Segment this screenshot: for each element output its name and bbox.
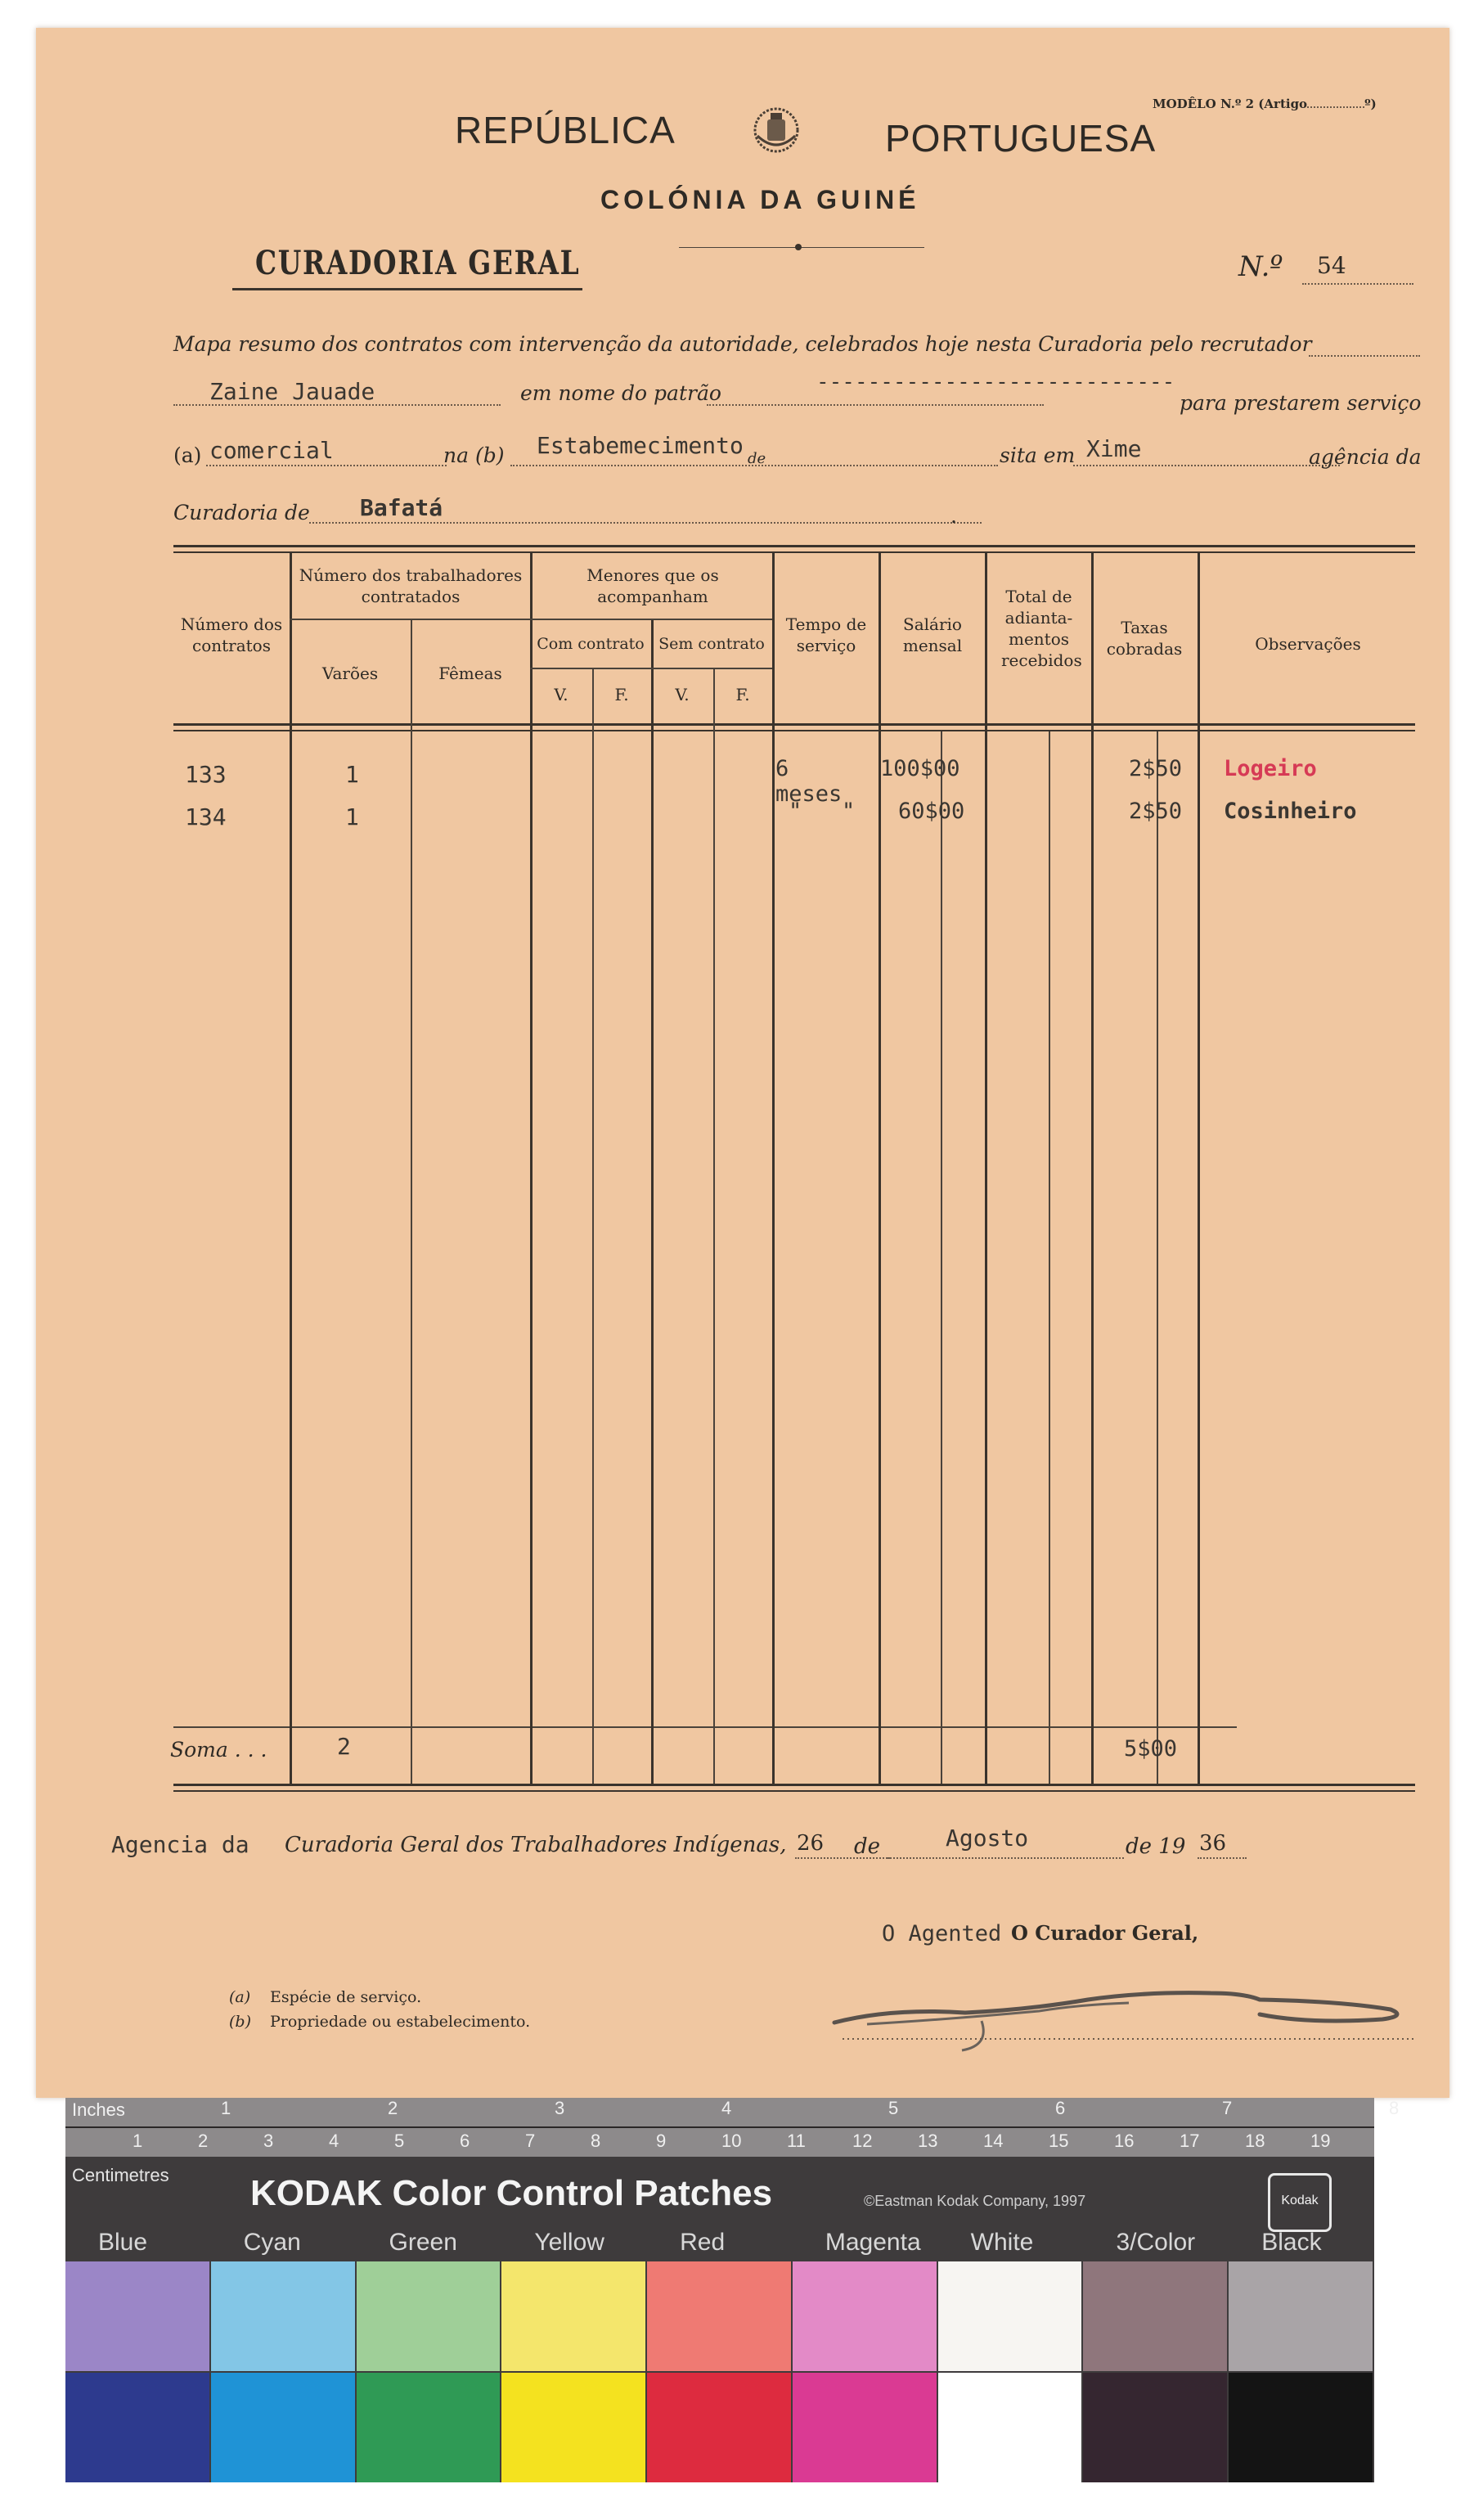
inch-tick: 1	[221, 2098, 231, 2118]
kodak-logo-icon: Kodak	[1268, 2173, 1332, 2232]
header-notes: Observações	[1255, 634, 1361, 654]
table-top-rule	[173, 545, 1415, 547]
color-patch-bottom	[357, 2373, 501, 2482]
color-patch-top	[1083, 2261, 1227, 2371]
intro-line1: Mapa resumo dos contratos com intervenção da autoridade, celebrados hoje nesta Curadoria pelo recrutador	[173, 332, 1312, 356]
patch-label: Magenta	[825, 2229, 921, 2256]
date-day: 26	[797, 1831, 825, 1856]
cm-tick: 9	[656, 2131, 667, 2151]
recruiter-value: Zaine Jauade	[209, 378, 375, 405]
header-salary: Salário mensal	[902, 614, 963, 655]
cm-tick: 1	[133, 2131, 143, 2151]
color-patch-top	[938, 2261, 1082, 2371]
cm-tick: 19	[1310, 2131, 1331, 2151]
inch-tick: 3	[555, 2098, 565, 2118]
signatory-typed: O Agented	[882, 1921, 1002, 1946]
a-value: comercial	[209, 437, 334, 464]
colony-title: COLÓNIA DA GUINÉ	[600, 185, 920, 214]
service-label: para prestarem serviço	[1180, 391, 1422, 415]
header-contracts: Número dos contratos	[180, 614, 283, 655]
agency-label: agência da	[1309, 445, 1422, 469]
color-patch-bottom	[501, 2373, 645, 2482]
model-label: MODÊLO N.º 2 (Artigo º)	[1153, 97, 1377, 111]
number-value: 54	[1317, 252, 1346, 279]
color-patch-top	[1229, 2261, 1373, 2371]
header-advances: Total de adianta- mentos recebidos	[1001, 587, 1082, 670]
header-workers: Número dos trabalhadores contratados	[299, 565, 523, 606]
b-suffix: de	[748, 450, 766, 467]
cm-tick: 3	[263, 2131, 274, 2151]
inch-tick: 4	[721, 2098, 732, 2118]
cm-tick: 5	[394, 2131, 405, 2151]
header-republica: REPÚBLICA	[455, 109, 676, 151]
kodak-color-target	[65, 2098, 1400, 2482]
total-label: Soma . . .	[170, 1738, 267, 1762]
color-patch-top	[357, 2261, 501, 2371]
total-fees: 5$00	[1124, 1736, 1178, 1762]
b-value: Estabemecimento	[537, 432, 744, 459]
cm-tick: 13	[918, 2131, 938, 2151]
office-title: CURADORIA GERAL	[255, 244, 581, 282]
cm-tick: 12	[852, 2131, 873, 2151]
cm-tick: 4	[329, 2131, 339, 2151]
number-label: N.º	[1238, 250, 1283, 283]
agency-typed: Agencia da	[111, 1831, 249, 1858]
date-year: 36	[1199, 1831, 1227, 1856]
color-patch-bottom	[1229, 2373, 1373, 2482]
cm-tick: 8	[591, 2131, 601, 2151]
inches-label: Inches	[72, 2099, 125, 2120]
color-patch-top	[501, 2261, 645, 2371]
inch-tick: 8	[1389, 2098, 1400, 2118]
note-a: Espécie de serviço.	[270, 1988, 422, 2006]
note-b: Propriedade ou estabelecimento.	[270, 2013, 531, 2031]
color-patch-bottom	[211, 2373, 355, 2482]
signatory-printed: O Curador Geral,	[1011, 1921, 1199, 1945]
cm-tick: 16	[1114, 2131, 1135, 2151]
header-bottom-rule	[173, 723, 1415, 726]
patch-label: Red	[680, 2229, 726, 2256]
cm-tick: 15	[1049, 2131, 1069, 2151]
cm-tick: 2	[198, 2131, 209, 2151]
color-patch-bottom	[938, 2373, 1082, 2482]
color-patch-top	[65, 2261, 209, 2371]
color-patch-bottom	[647, 2373, 791, 2482]
patch-label: Green	[389, 2229, 457, 2256]
curadoria-end: .	[950, 504, 957, 528]
header-without-contract: Sem contrato	[658, 635, 765, 653]
patron-value: ----------------------------	[816, 370, 1175, 394]
header-service-time: Tempo de serviço	[785, 614, 867, 655]
site-value: Xime	[1086, 435, 1142, 462]
coat-of-arms-icon	[751, 105, 802, 155]
color-patch-bottom	[65, 2373, 209, 2482]
patch-label: Yellow	[534, 2229, 604, 2256]
kodak-copyright: ©Eastman Kodak Company, 1997	[864, 2193, 1086, 2209]
patch-label: Blue	[98, 2229, 148, 2256]
cm-tick: 10	[721, 2131, 742, 2151]
inch-tick: 5	[888, 2098, 899, 2118]
form-sheet: MODÊLO N.º 2 (Artigo º) REPÚBLICA PORTUGUESA COLÓNIA DA GUINÉ CURADORIA GERAL N.º 54 Mapa resumo dos contratos com intervenção da autoridade, celebrados hoje nesta Curadoria pelo recrutador Zaine Jauade em nome do patrão ---------------------------- para prestarem serviço (a) comercial na (b) Estabemecimento de sita em Xime agência da Curadoria de Bafatá . Número dos contratos Número dos trabalhadores contratados Varões Fêmeas Menores que os acompanham Com contrato Sem contrato V. F. V. F. Tempo de serviço Salário mensal Total de adianta- mentos recebidos Taxas cobradas Observações 133 1 6 meses 100$00 2$50 Logeiro 134 1 " " 60$00 2$50 Cosinheiro Soma . . . 2 5$00 Agencia da Curadoria Geral dos Trabalhadores Indígenas, 26 de Agosto de 19 36 O Agented O Curador Geral, (a) Espécie de serviço. (b) Propriedade ou estabelecimento.	[36, 28, 1449, 2098]
inch-tick: 6	[1055, 2098, 1066, 2118]
header-fees: Taxas cobradas	[1106, 618, 1183, 659]
header-divider	[679, 247, 924, 248]
inch-tick: 7	[1222, 2098, 1233, 2118]
inch-tick: 2	[388, 2098, 398, 2118]
header-males: Varões	[321, 664, 379, 683]
header-with-contract: Com contrato	[537, 635, 645, 653]
cm-tick: 17	[1180, 2131, 1200, 2151]
color-patch-top	[793, 2261, 937, 2371]
centimetres-label: Centimetres	[72, 2165, 169, 2185]
cm-tick: 11	[787, 2131, 806, 2151]
site-label: sita em	[1000, 443, 1076, 467]
color-patch-bottom	[1083, 2373, 1227, 2482]
agency-text: Curadoria Geral dos Trabalhadores Indígenas,	[285, 1833, 787, 1857]
date-month: Agosto	[946, 1825, 1029, 1852]
a-label: (a)	[173, 443, 202, 467]
table-bottom-rule	[173, 1784, 1415, 1786]
signature-mark	[818, 1972, 1427, 2062]
color-patch-bottom	[793, 2373, 937, 2482]
header-portuguesa: PORTUGUESA	[885, 117, 1157, 160]
total-males: 2	[337, 1733, 351, 1760]
patron-label: em nome do patrão	[520, 381, 721, 405]
cm-tick: 14	[983, 2131, 1004, 2151]
b-label: na (b)	[443, 443, 505, 467]
kodak-title: KODAK Color Control Patches	[250, 2173, 773, 2213]
curadoria-value: Bafatá	[360, 494, 443, 521]
curadoria-label: Curadoria de	[173, 501, 310, 524]
cm-tick: 7	[525, 2131, 536, 2151]
color-patch-top	[211, 2261, 355, 2371]
total-row-rule	[173, 1726, 1237, 1728]
office-underline	[232, 288, 582, 290]
patch-label: White	[970, 2229, 1034, 2256]
ruler	[65, 2098, 1374, 2185]
cm-tick: 18	[1245, 2131, 1265, 2151]
cm-tick: 6	[460, 2131, 470, 2151]
patch-label: 3/Color	[1116, 2229, 1196, 2256]
header-divider-dot	[795, 244, 802, 250]
color-patch-top	[647, 2261, 791, 2371]
patch-label: Black	[1261, 2229, 1322, 2256]
header-minors: Menores que os acompanham	[586, 565, 719, 606]
patch-label: Cyan	[243, 2229, 301, 2256]
header-females: Fêmeas	[438, 664, 502, 683]
